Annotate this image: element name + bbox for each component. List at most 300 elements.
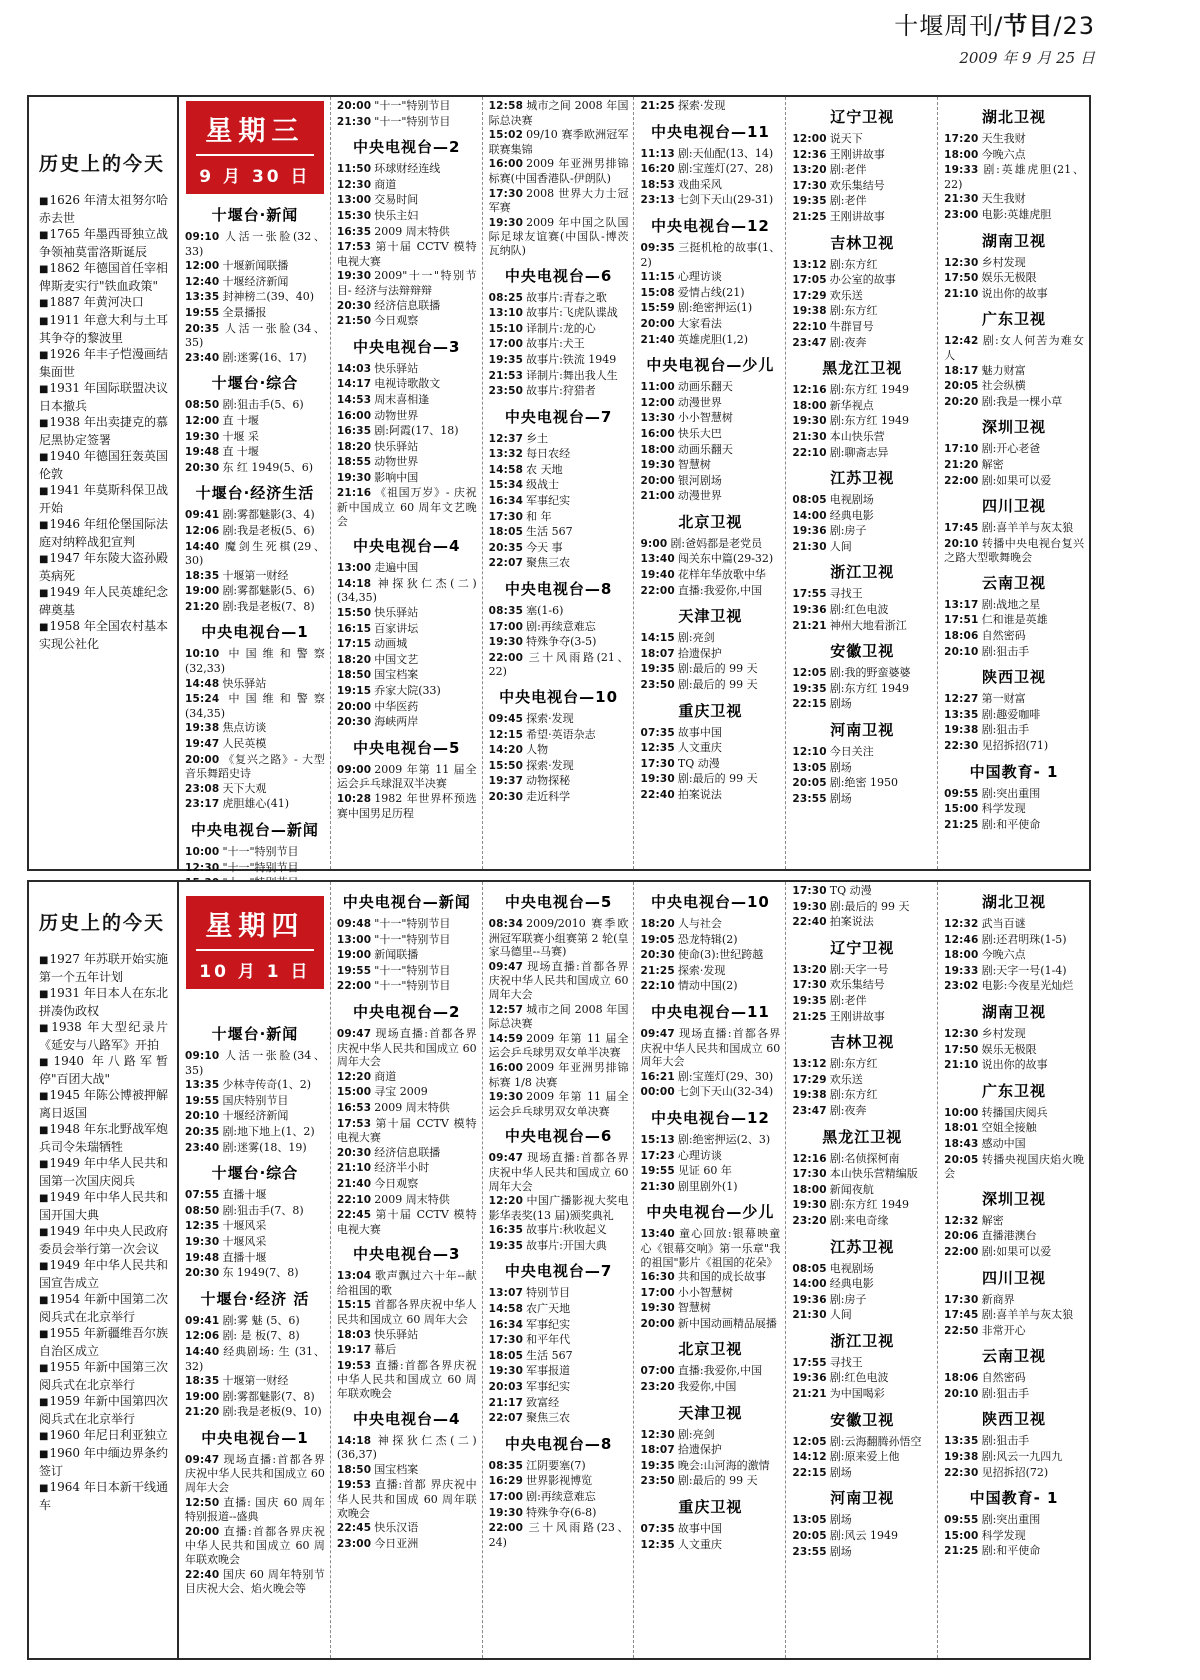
program-item: 16:00 2009 年亚洲男排锦标赛(中国香港队-伊朗队) — [488, 157, 629, 185]
program-time: 17:30 — [792, 1168, 827, 1181]
program-time: 22:15 — [792, 698, 827, 711]
program-time: 12:16 — [792, 1152, 827, 1165]
channel-header: 湖南卫视 — [982, 231, 1047, 250]
program-time: 19:30 — [185, 430, 220, 443]
program-item: 18:00 动画乐翻天 — [640, 442, 733, 456]
program-item: 13:35 封神榜二(39、40) — [185, 290, 315, 304]
program-item: 19:30 剧:东方红 1949 — [792, 1198, 909, 1212]
program-item: 09:55 剧:突出重围 — [944, 1513, 1041, 1527]
program-item: 17:30 本山快乐营精编版 — [792, 1167, 918, 1181]
program-time: 19:36 — [792, 1372, 827, 1385]
program-item: 13:35 剧:狙击手 — [944, 1434, 1030, 1448]
program-item: 21:20 剧:我是老板(7、8) — [185, 599, 315, 613]
program-time: 19:17 — [336, 1344, 372, 1357]
program-item: 19:48 直播十堰 — [185, 1250, 267, 1264]
program-item: 20:35 人活一张脸(34、35) — [185, 321, 325, 350]
program-item: 21:30 人间 — [792, 1308, 852, 1322]
banner-day-label: 星期四 — [196, 904, 314, 951]
program-item: 12:32 武当百谜 — [944, 917, 1026, 930]
program-time: 13:04 — [336, 1270, 372, 1283]
program-item: 12:58 城市之间 2008 年国际总决赛 — [488, 99, 629, 127]
channel-header: 黑龙江卫视 — [822, 359, 903, 378]
program-item: 19:30 2009 年第 11 届全运会乒乓球男双女单决赛 — [488, 1090, 629, 1118]
program-time: 19:30 — [792, 1199, 827, 1212]
program-time: 16:34 — [488, 495, 524, 508]
program-time: 08:35 — [488, 605, 524, 618]
program-time: 17:29 — [792, 1073, 827, 1086]
program-time: 19:36 — [792, 525, 827, 538]
program-item: 11:13 剧:天仙配(13、14) — [640, 146, 774, 160]
program-time: 17:00 — [488, 620, 524, 633]
channel-header: 中央电视台—8 — [504, 1434, 613, 1453]
program-time: 17:30 — [792, 179, 827, 192]
channel-header: 中央电视台—1 — [201, 1428, 309, 1447]
history-item: ■ 1938 年出卖捷克的慕尼黑协定签署 — [39, 414, 168, 448]
program-time: 21:21 — [792, 619, 827, 632]
program-item: 19:36 剧:房子 — [792, 1292, 867, 1306]
program-time: 23:20 — [640, 1381, 675, 1394]
program-time: 08:50 — [185, 399, 220, 412]
program-time: 23:47 — [792, 336, 827, 349]
program-item: 08:50 剧:狙击手(5、6) — [185, 398, 304, 412]
program-time: 19:35 — [488, 353, 524, 366]
program-time: 19:30 — [488, 216, 524, 229]
program-item: 12:30 乡村发现 — [944, 255, 1026, 269]
program-time: 23:13 — [640, 194, 675, 207]
program-item: 11:50 环球财经连线 — [336, 162, 441, 176]
program-item: 20:03 军事纪实 — [488, 1380, 571, 1394]
program-time: 13:35 — [944, 1435, 979, 1448]
program-item: 13:00 走遍中国 — [336, 561, 419, 575]
program-item: 21:30 人间 — [792, 539, 852, 553]
program-time: 12:36 — [792, 148, 827, 161]
program-time: 22:00 — [944, 1245, 979, 1258]
program-time: 12:35 — [185, 1220, 220, 1233]
issue-date: 2009 年 9 月 25 日 — [959, 49, 1095, 67]
program-time: 21:30 — [336, 115, 372, 128]
program-item: 15:24 中国维和警察(34,35) — [185, 692, 325, 720]
program-time: 22:10 — [792, 320, 827, 333]
program-item: 19:55 国庆特别节目 — [185, 1093, 289, 1107]
program-column — [330, 882, 482, 1658]
program-time: 14:18 — [336, 577, 372, 590]
program-time: 19:30 — [792, 415, 827, 428]
program-item: 19:53 直播:首都各界庆祝中华人民共和国成立 60 周年联欢晚会 — [336, 1358, 477, 1401]
history-item: ■ 1938 年大型纪录片《延安与八路军》开拍 — [39, 1019, 168, 1053]
program-time: 09:41 — [185, 509, 220, 522]
program-item: 17:30 TQ 动漫 — [640, 756, 720, 770]
program-time: 16:20 — [640, 163, 675, 176]
program-time: 22:07 — [488, 557, 524, 570]
program-time: 15:10 — [488, 322, 524, 335]
program-item: 20:00 大家看法 — [640, 316, 722, 330]
program-time: 12:32 — [944, 1214, 979, 1227]
program-item: 14:59 2009 年第 11 届全运会乒乓球男双女单半决赛 — [488, 1031, 629, 1060]
program-time: 12:42 — [944, 335, 979, 348]
masthead-title — [894, 6, 1095, 41]
program-item: 19:35 晚会:山河海的激情 — [640, 1458, 770, 1472]
program-item: 09:41 剧:雾 魅 (5、6) — [185, 1313, 300, 1327]
program-time: 20:06 — [944, 1230, 979, 1243]
program-item: 08:35 塞(1-6) — [488, 604, 564, 618]
program-time: 10:28 — [336, 792, 372, 805]
program-item: 18:07 拾遗保护 — [640, 1443, 722, 1457]
program-time: 19:55 — [336, 964, 372, 977]
program-time: 20:00 — [640, 1317, 675, 1330]
program-item: 23:55 剧场 — [792, 1544, 852, 1558]
program-time: 18:55 — [336, 456, 372, 469]
program-time: 14:15 — [640, 632, 675, 645]
program-time: 08:34 — [488, 918, 524, 930]
program-item: 18:06 自然密码 — [944, 629, 1026, 643]
program-item: 20:05 转播央视国庆焰火晚会 — [944, 1152, 1084, 1181]
program-time: 17:50 — [944, 272, 979, 285]
program-item: 19:30 特殊争夺(6-8) — [488, 1505, 597, 1519]
program-column — [179, 882, 330, 1658]
program-item: 19:17 幕后 — [336, 1343, 397, 1357]
program-item: 19:47 人民英模 — [185, 737, 267, 751]
program-item: 9:00 剧:爸妈都是老党员 — [640, 536, 763, 550]
program-item: 18:05 生活 567 — [488, 525, 573, 539]
program-item: 19:38 剧:东方红 — [792, 1088, 878, 1102]
program-time: 15:02 — [488, 129, 524, 142]
program-item: 21:21 神州大地看浙江 — [792, 618, 907, 632]
program-item: 19:00 剧:雾都魅影(5、6) — [185, 584, 315, 598]
program-time: 18:05 — [488, 526, 524, 539]
program-item: 19:35 故事片:开国大典 — [488, 1238, 607, 1252]
program-item: 14:58 农广天地 — [488, 1302, 571, 1316]
program-time: 16:00 — [336, 409, 372, 422]
program-item: 20:30 经济信息联播 — [336, 298, 441, 312]
program-time: 23:50 — [640, 679, 675, 692]
program-item: 19:30 智慧树 — [640, 1301, 711, 1315]
program-time: 12:27 — [944, 693, 979, 706]
history-item: ■ 1964 年日本新干线通车 — [39, 1479, 168, 1513]
program-time: 20:00 — [185, 1525, 220, 1538]
program-item: 21:20 剧:我是老板(9、10) — [185, 1405, 322, 1419]
channel-header: 中央电视台—2 — [353, 138, 461, 157]
program-time: 17:15 — [336, 638, 372, 651]
program-item: 14:18 神探狄仁杰(二)(36,37) — [336, 1433, 477, 1462]
program-item: 21:53 译制片:舞出我人生 — [488, 368, 618, 382]
program-item: 08:05 电视剧场 — [792, 1261, 874, 1275]
program-item: 20:00 "十一"特别节目 — [336, 99, 451, 112]
program-time: 09:41 — [185, 1314, 220, 1327]
program-item: 08:05 电视剧场 — [792, 493, 874, 507]
program-item: 09:35 三挺机枪的故事(1、2) — [640, 240, 781, 269]
program-item: 23:08 天下大观 — [185, 781, 267, 795]
program-item: 18:35 十堰第一财经 — [185, 1374, 289, 1388]
channel-header: 十堰台·综合 — [211, 374, 299, 393]
history-item: ■ 1954 年新中国第二次阅兵式在北京举行 — [39, 1291, 168, 1325]
channel-header: 中央电视台—10 — [650, 893, 770, 911]
program-time: 12:00 — [792, 133, 827, 145]
program-time: 22:50 — [944, 1324, 979, 1337]
banner-date-label: 10 月 1 日 — [199, 962, 311, 982]
channel-header: 四川卫视 — [982, 1268, 1047, 1287]
program-time: 12:50 — [185, 1496, 220, 1509]
program-time: 22:10 — [336, 1193, 372, 1206]
program-item: 17:20 天生我财 — [944, 132, 1026, 145]
program-time: 13:05 — [792, 1514, 827, 1527]
program-item: 23:40 剧:迷雾(16、17) — [185, 350, 307, 364]
program-time: 22:40 — [185, 1568, 220, 1581]
program-item: 19:30 剧:东方红 1949 — [792, 414, 909, 428]
program-item: 20:10 剧:狙击手 — [944, 1386, 1030, 1400]
program-time: 13:20 — [792, 164, 827, 177]
program-time: 20:00 — [640, 474, 675, 487]
program-item: 18:20 中国文艺 — [336, 652, 419, 666]
program-item: 15:15 首都各界庆祝中华人民共和国成立 60 周年大会 — [336, 1298, 477, 1327]
program-item: 20:20 剧:我是一棵小草 — [944, 394, 1063, 408]
program-time: 20:10 — [944, 537, 979, 550]
history-item: ■ 1626 年清太祖努尔哈赤去世 — [39, 192, 168, 226]
program-time: 17:00 — [488, 1491, 524, 1503]
program-item: 18:07 拾遗保护 — [640, 646, 722, 660]
program-time: 9:00 — [640, 537, 668, 550]
channel-header: 中央电视台—新闻 — [342, 893, 471, 911]
day-block-thursday — [27, 880, 1091, 1660]
program-time: 18:00 — [944, 949, 979, 962]
program-item: 22:10 牛群冒号 — [792, 319, 874, 333]
channel-header: 中央电视台—2 — [353, 1002, 461, 1021]
program-item: 23:47 剧:夜奔 — [792, 1103, 867, 1117]
program-time: 15:13 — [640, 1133, 675, 1146]
program-item: 12:00 直 十堰 — [185, 413, 259, 427]
program-item: 13:05 剧场 — [792, 760, 852, 774]
program-item: 10:00 "十一"特别节目 — [185, 845, 299, 858]
program-time: 19:35 — [488, 1239, 524, 1252]
channel-header: 吉林卫视 — [830, 233, 895, 252]
program-time: 19:35 — [640, 1459, 675, 1472]
program-time: 17:30 — [792, 979, 827, 992]
program-time: 20:10 — [944, 645, 979, 658]
history-item: ■ 1960 年中缅边界条约签订 — [39, 1445, 168, 1479]
channel-header: 浙江卫视 — [830, 563, 895, 582]
program-item: 19:15 乔家大院(33) — [336, 684, 441, 697]
program-time: 13:20 — [792, 963, 827, 976]
program-item: 13:20 剧:天字一号 — [792, 962, 889, 976]
program-time: 12:30 — [640, 1428, 675, 1441]
program-time: 19:35 — [792, 195, 827, 208]
program-time: 12:00 — [185, 414, 220, 427]
program-time: 13:12 — [792, 258, 827, 271]
program-time: 20:10 — [944, 1387, 979, 1400]
program-time: 09:48 — [336, 918, 372, 930]
program-time: 20:05 — [792, 1530, 827, 1543]
program-item: 21:10 说出你的故事 — [944, 286, 1048, 300]
program-item: 22:00 剧:如果可以爱 — [944, 1244, 1052, 1258]
program-time: 21:00 — [640, 490, 675, 503]
program-item: 09:47 现场直播:首都各界庆祝中华人民共和国成立 60 周年大会 — [336, 1026, 477, 1069]
program-time: 08:05 — [792, 1262, 827, 1275]
program-item: 18:00 新闻夜航 — [792, 1182, 874, 1196]
program-time: 19:33 — [944, 164, 979, 177]
program-column — [482, 97, 634, 869]
program-item: 16:35 2009 周末特供 — [336, 224, 450, 238]
program-item: 12:30 "十一"特别节目 — [185, 860, 299, 874]
program-time: 07:55 — [185, 1189, 220, 1202]
program-time: 15:34 — [488, 479, 524, 492]
program-time: 14:59 — [488, 1032, 524, 1045]
program-item: 21:50 今日观察 — [336, 314, 419, 328]
program-time: 16:15 — [336, 622, 372, 635]
channel-header: 中央电视台—11 — [650, 1002, 770, 1021]
program-item: 19:55 见证 60 年 — [640, 1164, 732, 1178]
program-time: 16:35 — [336, 225, 372, 238]
program-time: 20:00 — [640, 317, 675, 330]
program-time: 22:40 — [792, 916, 827, 929]
channel-header: 中国教育- 1 — [969, 1489, 1059, 1508]
program-time: 17:00 — [640, 1286, 675, 1299]
history-item: ■ 1947 年东陵大盗孙殿英病死 — [39, 550, 168, 584]
program-item: 18:03 快乐驿站 — [336, 1327, 419, 1341]
program-item: 23:00 今日亚洲 — [336, 1536, 419, 1550]
program-time: 23:55 — [792, 792, 827, 805]
program-item: 21:30 剧里剧外(1) — [640, 1179, 738, 1193]
history-sidebar — [29, 97, 179, 869]
program-time: 18:07 — [640, 1444, 675, 1457]
program-time: 20:30 — [185, 1267, 220, 1280]
program-time: 21:40 — [640, 333, 675, 346]
program-item: 12:06 剧: 是 板(7、8) — [185, 1329, 300, 1343]
program-item: 19:36 剧:红色电波 — [792, 1371, 889, 1385]
program-item: 23:13 七剑下天山(29-31) — [640, 193, 774, 207]
program-time: 14:18 — [336, 1434, 372, 1447]
program-item: 19:48 直 十堰 — [185, 445, 259, 459]
program-item: 21:17 致富经 — [488, 1395, 560, 1409]
program-time: 19:30 — [640, 459, 675, 472]
program-time: 19:35 — [640, 663, 675, 676]
program-time: 18:05 — [488, 1349, 524, 1362]
channel-header: 中央电视台—3 — [353, 1245, 461, 1264]
program-time: 18:43 — [944, 1137, 979, 1150]
program-time: 09:55 — [944, 787, 979, 800]
program-time: 21:40 — [336, 1177, 372, 1190]
program-item: 14:18 神探狄仁杰(二)(34,35) — [336, 576, 477, 605]
program-item: 13:17 剧:战地之星 — [944, 597, 1041, 611]
program-time: 17:55 — [792, 1356, 827, 1369]
program-item: 16:35 剧:阿霞(17、18) — [336, 424, 459, 438]
channel-header: 中央电视台—6 — [504, 1127, 613, 1146]
program-item: 21:20 解密 — [944, 457, 1004, 471]
program-item: 20:00 直播:首都各界庆祝中华人民共和国成立 60 周年联欢晚会 — [185, 1524, 325, 1567]
channel-header: 中央电视台—7 — [504, 407, 613, 426]
page-number: /23 — [1053, 12, 1095, 40]
program-item: 20:05 剧:风云 1949 — [792, 1529, 898, 1543]
program-item: 16:35 故事片:秋收起义 — [488, 1223, 607, 1237]
program-item: 18:00 新华视点 — [792, 398, 874, 412]
history-item: ■ 1955 年新疆维吾尔族自治区成立 — [39, 1325, 168, 1359]
program-item: 20:35 今天 事 — [488, 540, 563, 554]
program-time: 08:35 — [488, 1459, 524, 1472]
program-time: 17:30 — [640, 757, 675, 770]
program-time: 21:20 — [185, 1406, 220, 1419]
program-item: 20:00 银河剧场 — [640, 473, 722, 487]
program-item: 12:46 剧:还君明珠(1-5) — [944, 932, 1067, 946]
program-item: 13:05 剧场 — [792, 1513, 852, 1527]
history-item: ■ 1949 年中华人民共和国第一次国庆阅兵 — [39, 1155, 168, 1189]
program-item: 21:40 今日观察 — [336, 1176, 419, 1190]
program-time: 12:20 — [488, 1195, 524, 1208]
program-item: 19:30 智慧树 — [640, 458, 711, 472]
program-time: 22:00 — [336, 980, 372, 993]
program-item: 12:20 商道 — [336, 1069, 397, 1083]
channel-header: 河南卫视 — [830, 1489, 895, 1508]
history-item: ■ 1911 年意大利与土耳其争夺的黎波里 — [39, 312, 168, 346]
program-item: 15:34 级战士 — [488, 478, 560, 492]
program-time: 19:38 — [944, 1451, 979, 1464]
program-time: 13:05 — [792, 761, 827, 774]
program-item: 18:17 魅力财富 — [944, 363, 1026, 377]
program-time: 19:38 — [185, 722, 220, 735]
program-time: 12:37 — [488, 432, 524, 445]
program-item: 12:37 乡土 — [488, 431, 549, 445]
program-time: 15:15 — [336, 1299, 372, 1312]
program-time: 17:10 — [944, 443, 979, 456]
channel-header: 陕西卫视 — [982, 668, 1047, 687]
program-item: 12:30 商道 — [336, 177, 397, 191]
program-time: 20:30 — [185, 461, 220, 474]
program-time: 14:03 — [336, 362, 372, 375]
channel-header: 中央电视台—3 — [353, 337, 461, 356]
program-item: 15:10 译制片:龙的心 — [488, 321, 596, 335]
program-item: 13:07 特别节目 — [488, 1286, 571, 1300]
program-item: 15:59 剧:绝密押运(1) — [640, 301, 753, 315]
program-time: 17:53 — [336, 1117, 372, 1130]
program-time: 17:45 — [944, 1309, 979, 1322]
program-item: 17:53 第十届 CCTV 模特电视大赛 — [336, 1116, 477, 1145]
program-item: 12:50 直播: 国庆 60 周年特别报道--盛典 — [185, 1495, 325, 1524]
program-item: 17:30 2008 世界大力士冠军赛 — [488, 186, 629, 215]
program-item: 17:29 欢乐送 — [792, 1072, 863, 1086]
program-time: 12:30 — [185, 861, 220, 874]
program-time: 19:55 — [640, 1165, 675, 1178]
program-item: 21:30 天生我财 — [944, 192, 1026, 206]
program-item: 15:50 快乐驿站 — [336, 606, 419, 620]
program-time: 21:30 — [792, 540, 827, 553]
program-item: 20:10 剧:狙击手 — [944, 644, 1030, 658]
channel-header: 天津卫视 — [678, 1403, 743, 1422]
program-item: 09:55 剧:突出重围 — [944, 786, 1041, 800]
program-item: 22:00 三十风雨路(23、24) — [488, 1521, 629, 1549]
program-time: 22:10 — [640, 980, 675, 993]
program-item: 21:10 说出你的故事 — [944, 1058, 1048, 1072]
program-time: 16:34 — [488, 1318, 524, 1331]
program-item: 09:00 2009 年第 11 届全运会乒乓球混双半决赛 — [336, 762, 477, 791]
program-time: 12:30 — [336, 178, 372, 191]
program-item: 18:50 国宝档案 — [336, 668, 419, 682]
program-item: 08:34 2009/2010 赛季欧洲冠军联赛小组赛第 2 轮(皇家马德里--马赛) — [488, 917, 629, 959]
program-time: 10:00 — [944, 1106, 979, 1119]
program-time: 15:00 — [944, 1529, 979, 1542]
program-item: 22:07 聚焦三农 — [488, 1411, 571, 1425]
program-item: 17:30 和平年代 — [488, 1333, 571, 1347]
program-time: 21:25 — [944, 1545, 979, 1558]
program-item: 15:50 探索·发现 — [488, 758, 574, 772]
program-item: 07:00 直播:我爱你,中国 — [640, 1364, 763, 1378]
channel-header: 中央电视台—12 — [650, 1108, 770, 1127]
program-time: 21:30 — [792, 430, 827, 443]
program-time: 15:00 — [944, 803, 979, 816]
program-item: 21:40 英雄虎胆(1,2) — [640, 332, 748, 346]
program-item: 09:47 现场直播:首都各界庆祝中华人民共和国成立 60 周年大会 — [185, 1452, 325, 1495]
program-time: 14:17 — [336, 378, 372, 391]
program-time: 19:00 — [185, 1390, 220, 1403]
program-item: 22:40 拍案说法 — [640, 788, 722, 801]
channel-header: 中央电视台—少儿 — [646, 356, 775, 375]
program-time: 19:05 — [640, 933, 675, 946]
